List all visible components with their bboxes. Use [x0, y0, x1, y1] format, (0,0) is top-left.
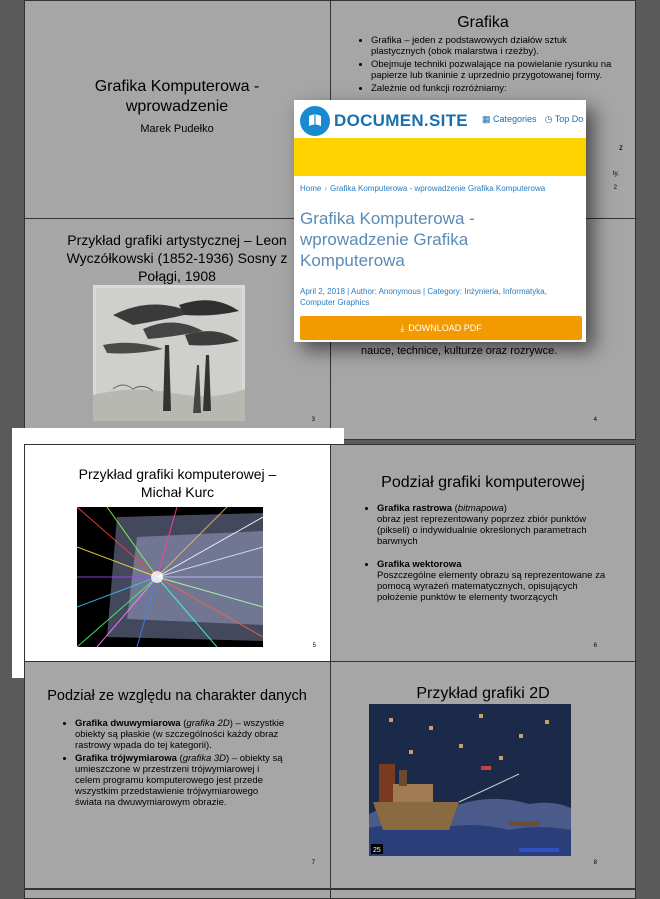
game-screenshot-image	[369, 704, 571, 856]
download-label: DOWNLOAD PDF	[408, 323, 482, 333]
slide-title: Podział ze względu na charakter danych	[47, 688, 307, 704]
slide-7	[25, 662, 329, 878]
brand[interactable]	[300, 104, 468, 138]
slide-number: 4	[593, 417, 597, 423]
slide-8	[331, 662, 635, 878]
breadcrumb-separator-icon: ›	[324, 184, 328, 193]
slide-fragment: z	[619, 143, 623, 152]
slide-title: Przykład grafiki artystycznej – Leon Wyczółkowski (1852-1936) Sosny z Połągi, 1908	[66, 232, 288, 284]
slide-bullets	[361, 35, 621, 96]
slide-3	[25, 219, 329, 435]
slide-bullets	[367, 503, 607, 605]
game-score: 25	[373, 847, 381, 854]
breadcrumb-home[interactable]: Home	[300, 184, 322, 193]
slide-sheet-3	[24, 889, 636, 899]
slide-title: Podział grafiki komputerowej	[381, 474, 585, 491]
bullet: • Grafika rastrowa (bitmapowa) obraz jest reprezentowany poprzez zbiór punktów (pikseli) o indywidualnie określonych parametrach barwnych	[377, 503, 607, 547]
slide-title: Przykład grafiki komputerowej – Michał Kurc	[78, 466, 277, 500]
breadcrumb	[300, 184, 545, 193]
pine-tree-etching-image	[93, 285, 245, 421]
download-pdf-button[interactable]	[300, 316, 582, 340]
grid-icon: ▦	[482, 114, 491, 124]
bullet: • Grafika dwuwymiarowa (grafika 2D) – wszystkie obiekty są płaskie (w szczególności każdy obraz rastrowy wpada do tej kategorii).	[75, 718, 285, 751]
slide-title: Grafika	[457, 14, 509, 31]
slide-number: 6	[593, 643, 597, 649]
page-title: Grafika Komputerowa - wprowadzenie Grafika Komputerowa	[300, 209, 475, 270]
bullet: • Grafika – jeden z podstawowych działów sztuk plastycznych (obok malarstwa i rzeźby).	[371, 35, 621, 57]
ad-banner	[294, 138, 586, 176]
document-logo-icon	[300, 106, 330, 136]
brand-name: DOCUMEN.SITE	[334, 111, 468, 130]
slide-sheet-2	[24, 444, 636, 889]
document-meta: April 2, 2018 | Author: Anonymous | Category: Inżynieria, Informatyka, Computer Graphics	[300, 287, 547, 307]
slide-text: nauce, technice, kulturze oraz rozrywce.	[361, 345, 558, 357]
slide-5	[25, 445, 330, 661]
slide-number: 8	[593, 860, 597, 866]
clock-icon: ◷	[544, 114, 553, 124]
bullet: • Grafika wektorowa Poszczególne elementy obrazu są reprezentowane za pomocą wyrażeń matematycznych, opisujących położenie punktów te elementy tworzących	[377, 559, 607, 603]
nav-categories[interactable]: ▦ Categories	[482, 114, 537, 124]
download-icon: ⤓	[400, 322, 405, 333]
bullet: • Zależnie od funkcji rozróżniamy:	[371, 83, 621, 94]
breadcrumb-current[interactable]: Grafika Komputerowa - wprowadzenie Grafika Komputerowa	[330, 184, 546, 193]
nav-top-downloads[interactable]: ◷ Top Do	[544, 114, 584, 124]
slide-title: Grafika Komputerowa - wprowadzenie	[94, 78, 260, 115]
bullet: • Obejmuje techniki pozwalające na powielanie rysunku na papierze lub tkaninie z uprzednio przygotowanej formy.	[371, 59, 621, 81]
slide-title: Przykład grafiki 2D	[416, 685, 550, 702]
slide-number: 2	[613, 185, 617, 191]
slide-author: Marek Pudełko	[140, 123, 214, 135]
slide-bullets	[65, 718, 285, 810]
slide-number: 7	[311, 860, 315, 866]
slide-number: 3	[311, 417, 315, 423]
top-nav	[482, 114, 583, 125]
light-rays-artwork-image	[77, 507, 263, 647]
slide-1	[25, 1, 329, 217]
bullet: • Grafika trójwymiarowa (grafika 3D) – obiekty są umieszczone w przestrzeni trójwymiarowej i celem programu komputerowego jest przede wszystkim przedstawienie trójwymiarowego świata na dwuwymiarowym obrazie.	[75, 753, 285, 808]
slide-fragment: ty,	[613, 171, 619, 177]
divider	[330, 890, 331, 898]
documen-site-popup	[294, 100, 586, 342]
slide-number: 5	[312, 643, 316, 649]
slide-6	[331, 445, 635, 661]
